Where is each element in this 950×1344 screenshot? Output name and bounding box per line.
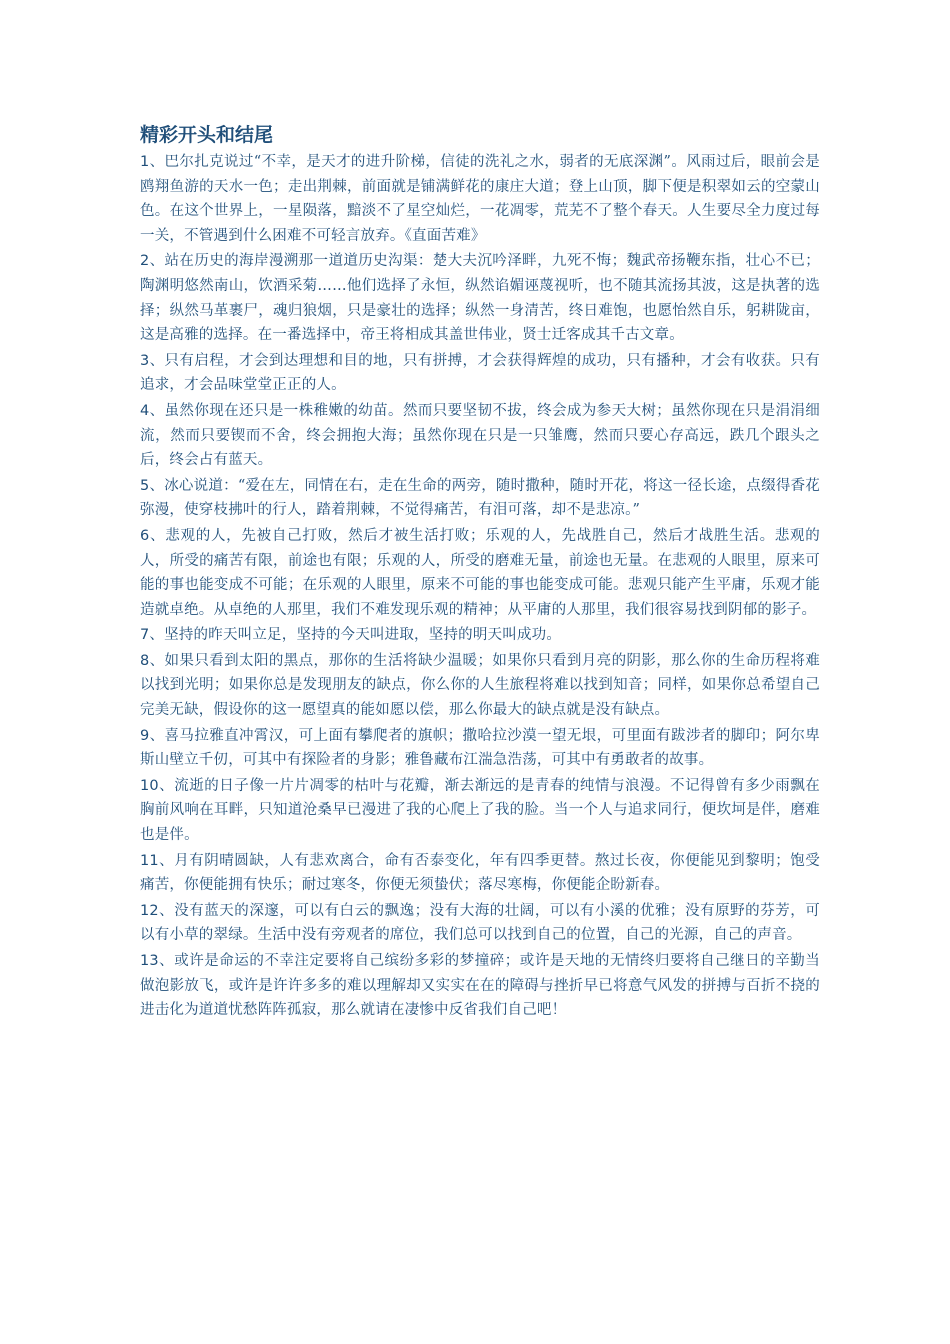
paragraph-number: 6、 xyxy=(140,527,166,544)
paragraph-number: 2、 xyxy=(140,253,165,270)
paragraph-2 xyxy=(140,249,820,347)
paragraph-number: 1、 xyxy=(140,154,165,170)
paragraph-number: 12、 xyxy=(140,902,175,919)
paragraph-number: 5、 xyxy=(140,477,165,494)
paragraph-text: 坚持的昨天叫立足，坚持的今天叫进取，坚持的明天叫成功。 xyxy=(164,627,562,644)
paragraph-text: 或许是命运的不幸注定要将自己缤纷多彩的梦撞碎；或许是天地的无情终归要将自己继日的辛勤当做泡影放飞，或许是许许多多的难以理解却又实实在在的障碍与挫折早已将意气风发的拼搏与百折不挠的进击化为道道忧愁阵阵孤寂，那么就请在凄惨中反省我们自己吧！ xyxy=(140,953,820,1019)
paragraph-number: 7、 xyxy=(140,627,165,644)
document-body xyxy=(140,120,820,1024)
paragraph-text: 只有启程，才会到达理想和目的地，只有拼搏，才会获得辉煌的成功，只有播种，才会有收获。只有追求，才会品味堂堂正正的人。 xyxy=(140,352,820,394)
document-title: 精彩开头和结尾 xyxy=(140,124,274,146)
paragraph-text: 流逝的日子像一片片凋零的枯叶与花瓣，渐去渐远的是青春的纯情与浪漫。不记得曾有多少雨飘在胸前风响在耳畔，只知道沧桑早已漫进了我的心爬上了我的脸。当一个人与追求同行，便坎坷是伴，磨难也是伴。 xyxy=(140,777,820,844)
paragraph-3 xyxy=(140,349,820,398)
paragraph-8 xyxy=(140,649,820,723)
paragraph-text: 没有蓝天的深邃，可以有白云的飘逸；没有大海的壮阔，可以有小溪的优雅；没有原野的芬芳，可以有小草的翠绿。生活中没有旁观者的席位，我们总可以找到自己的位置，自己的光源，自己的声音。 xyxy=(140,902,820,944)
paragraph-number: 13、 xyxy=(140,953,175,969)
paragraph-10 xyxy=(140,774,820,848)
paragraph-text: 巴尔扎克说过“不幸，是天才的进升阶梯，信徒的洗礼之水，弱者的无底深渊”。风雨过后，眼前会是鸥翔鱼游的天水一色；走出荆棘，前面就是铺满鲜花的康庄大道；登上山顶，脚下便是积翠如云的空蒙山色。在这个世界上，一星陨落，黯淡不了星空灿烂，一花凋零，荒芜不了整个春天。人生要尽全力度过每一关，不管遇到什么困难不可轻言放弃。《直面苦难》 xyxy=(140,154,820,244)
paragraph-5 xyxy=(140,474,820,523)
paragraph-text: 喜马拉雅直冲霄汉，可上面有攀爬者的旗帜；撒哈拉沙漠一望无垠，可里面有跋涉者的脚印；阿尔卑斯山壁立千仞，可其中有探险者的身影；雅鲁藏布江湍急浩荡，可其中有勇敢者的故事。 xyxy=(140,727,820,769)
paragraph-number: 9、 xyxy=(140,727,165,744)
paragraph-12 xyxy=(140,899,820,948)
paragraph-11 xyxy=(140,849,820,898)
paragraph-1 xyxy=(140,150,820,248)
paragraph-number: 10、 xyxy=(140,777,175,794)
paragraph-text: 如果只看到太阳的黑点，那你的生活将缺少温暖；如果你只看到月亮的阴影，那么你的生命历程将难以找到光明；如果你总是发现朋友的缺点，你么你的人生旅程将难以找到知音；同样，如果你总希望自己完美无缺，假设你的这一愿望真的能如愿以偿，那么你最大的缺点就是没有缺点。 xyxy=(140,652,820,719)
paragraph-text: 月有阴晴圆缺，人有悲欢离合，命有否泰变化，年有四季更替。熬过长夜，你便能见到黎明；饱受痛苦，你便能拥有快乐；耐过寒冬，你便无须蛰伏；落尽寒梅，你便能企盼新春。 xyxy=(140,852,820,894)
paragraph-13 xyxy=(140,949,820,1023)
paragraph-list xyxy=(140,150,820,1023)
paragraph-6 xyxy=(140,524,820,622)
paragraph-number: 11、 xyxy=(140,852,175,869)
paragraph-text: 冰心说道：“爱在左，同情在右，走在生命的两旁，随时撒种，随时开花，将这一径长途，点缀得香花弥漫，使穿枝拂叶的行人，踏着荆棘，不觉得痛苦，有泪可落，却不是悲凉。” xyxy=(140,477,820,519)
paragraph-text: 悲观的人，先被自己打败，然后才被生活打败；乐观的人，先战胜自己，然后才战胜生活。悲观的人，所受的痛苦有限，前途也有限；乐观的人，所受的磨难无量，前途也无量。在悲观的人眼里，原来可能的事也能变成不可能；在乐观的人眼里，原来不可能的事也能变成可能。悲观只能产生平庸，乐观才能造就卓绝。从卓绝的人那里，我们不难发现乐观的精神；从平庸的人那里，我们很容易找到阴郁的影子。 xyxy=(140,527,820,618)
paragraph-7 xyxy=(140,623,820,648)
paragraph-number: 3、 xyxy=(140,352,165,369)
paragraph-text: 虽然你现在还只是一株稚嫩的幼苗。然而只要坚韧不拔，终会成为参天大树；虽然你现在只是涓涓细流，然而只要锲而不舍，终会拥抱大海；虽然你现在只是一只雏鹰，然而只要心存高远，跌几个跟头之后，终会占有蓝天。 xyxy=(140,402,820,469)
paragraph-text: 站在历史的海岸漫溯那一道道历史沟渠：楚大夫沉吟泽畔，九死不悔；魏武帝扬鞭东指，壮心不已；陶渊明悠然南山，饮酒采菊……他们选择了永恒，纵然谄媚诬蔑视听，也不随其流扬其波，这是执著的选择；纵然马革裹尸，魂归狼烟，只是豪壮的选择；纵然一身清苦，终日难饱，也愿怡然自乐，躬耕陇亩，这是高雅的选择。在一番选择中，帝王将相成其盖世伟业，贤士迁客成其千古文章。 xyxy=(140,253,820,344)
paragraph-9 xyxy=(140,724,820,773)
paragraph-4 xyxy=(140,399,820,473)
paragraph-number: 4、 xyxy=(140,402,165,419)
paragraph-number: 8、 xyxy=(140,652,165,669)
